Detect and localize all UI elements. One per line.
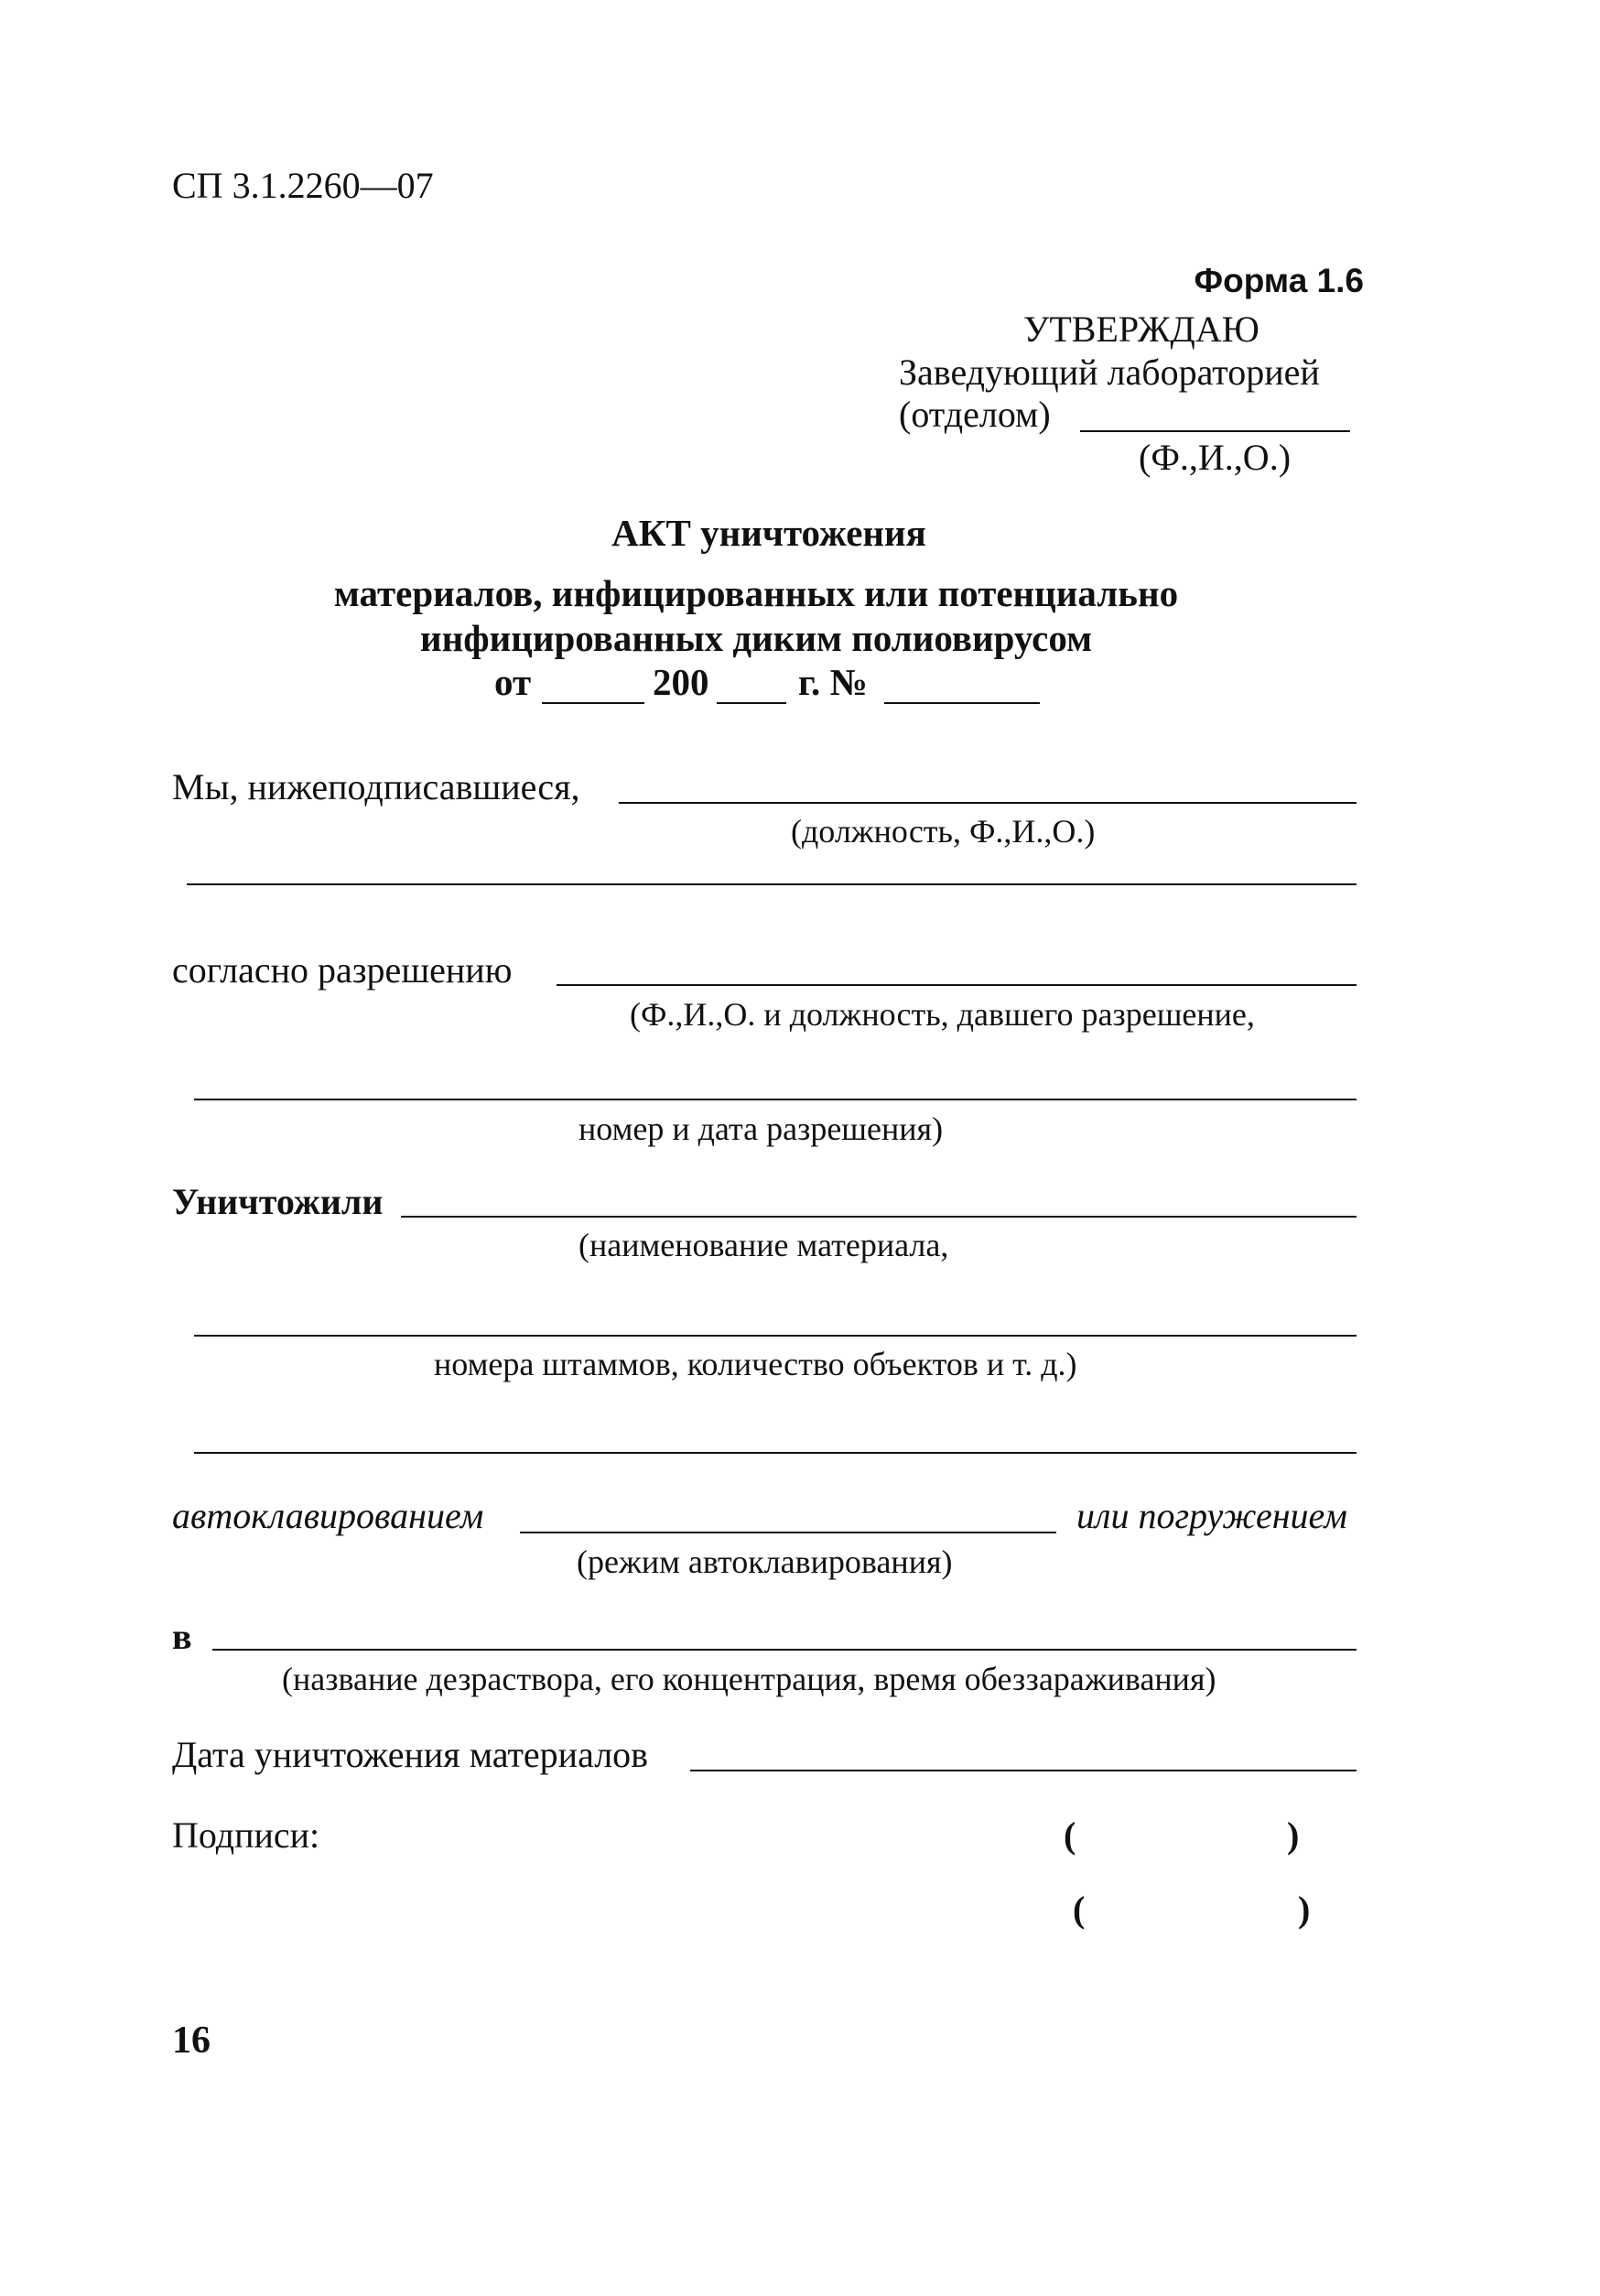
date-year-line bbox=[717, 702, 786, 704]
approver-signature-line bbox=[1080, 430, 1350, 432]
destroyed-line-3 bbox=[194, 1452, 1357, 1454]
page-number: 16 bbox=[172, 2020, 211, 2062]
disinfectant-line bbox=[212, 1649, 1357, 1651]
signature-1-open-paren: ( bbox=[1064, 1814, 1076, 1856]
act-title: АКТ уничтожения bbox=[611, 512, 926, 554]
undersigned-line-2 bbox=[187, 883, 1357, 885]
permission-caption-2: номер и дата разрешения) bbox=[578, 1110, 944, 1147]
signature-2-close-paren: ) bbox=[1298, 1889, 1311, 1930]
destroyed-label: Уничтожили bbox=[172, 1181, 384, 1222]
document-code: СП 3.1.2260—07 bbox=[172, 165, 434, 206]
permission-line-2 bbox=[194, 1099, 1357, 1100]
approver-name-caption: (Ф.,И.,О.) bbox=[1139, 437, 1292, 478]
signature-2-open-paren: ( bbox=[1073, 1889, 1086, 1930]
position-line-1: Заведующий лабораторией bbox=[899, 352, 1320, 393]
signature-1-close-paren: ) bbox=[1287, 1814, 1300, 1856]
signatures-label: Подписи: bbox=[172, 1814, 320, 1856]
act-subtitle-line-1: материалов, инфицированных или потенциально bbox=[333, 572, 1179, 614]
date-day-line bbox=[542, 702, 644, 704]
permission-caption-1: (Ф.,И.,О. и должность, давшего разрешение, bbox=[630, 996, 1255, 1033]
form-label: Форма 1.6 bbox=[1194, 262, 1364, 299]
in-label: в bbox=[172, 1616, 192, 1657]
destroyed-line bbox=[401, 1216, 1357, 1218]
date-year: 200 bbox=[653, 661, 709, 703]
date-prefix: от bbox=[494, 661, 532, 703]
autoclave-caption: (режим автоклавирования) bbox=[577, 1543, 953, 1580]
undersigned-label: Мы, нижеподписавшиеся, bbox=[172, 766, 580, 807]
undersigned-caption: (должность, Ф.,И.,О.) bbox=[791, 813, 1096, 850]
destruction-date-line bbox=[690, 1770, 1357, 1771]
destroyed-caption-1: (наименование материала, bbox=[578, 1227, 949, 1263]
act-number-prefix: г. № bbox=[798, 661, 868, 703]
permission-line bbox=[557, 984, 1357, 986]
permission-label: согласно разрешению bbox=[172, 949, 513, 991]
destroyed-line-2 bbox=[194, 1335, 1357, 1337]
act-subtitle-line-2: инфицированных диким полиовирусом bbox=[420, 617, 1092, 659]
disinfectant-caption: (название дезраствора, его концентрация, время обеззараживания) bbox=[282, 1661, 1216, 1697]
position-line-2: (отделом) bbox=[899, 394, 1051, 435]
destruction-date-label: Дата уничтожения материалов bbox=[172, 1734, 649, 1775]
approve-heading: УТВЕРЖДАЮ bbox=[1023, 309, 1259, 350]
autoclave-line bbox=[520, 1532, 1056, 1533]
act-number-line bbox=[884, 702, 1040, 704]
autoclave-label: автоклавированием bbox=[172, 1495, 484, 1536]
undersigned-line bbox=[619, 802, 1357, 804]
destroyed-caption-2: номера штаммов, количество объектов и т. д.) bbox=[434, 1346, 1077, 1382]
immersion-label: или погружением bbox=[1076, 1495, 1347, 1536]
